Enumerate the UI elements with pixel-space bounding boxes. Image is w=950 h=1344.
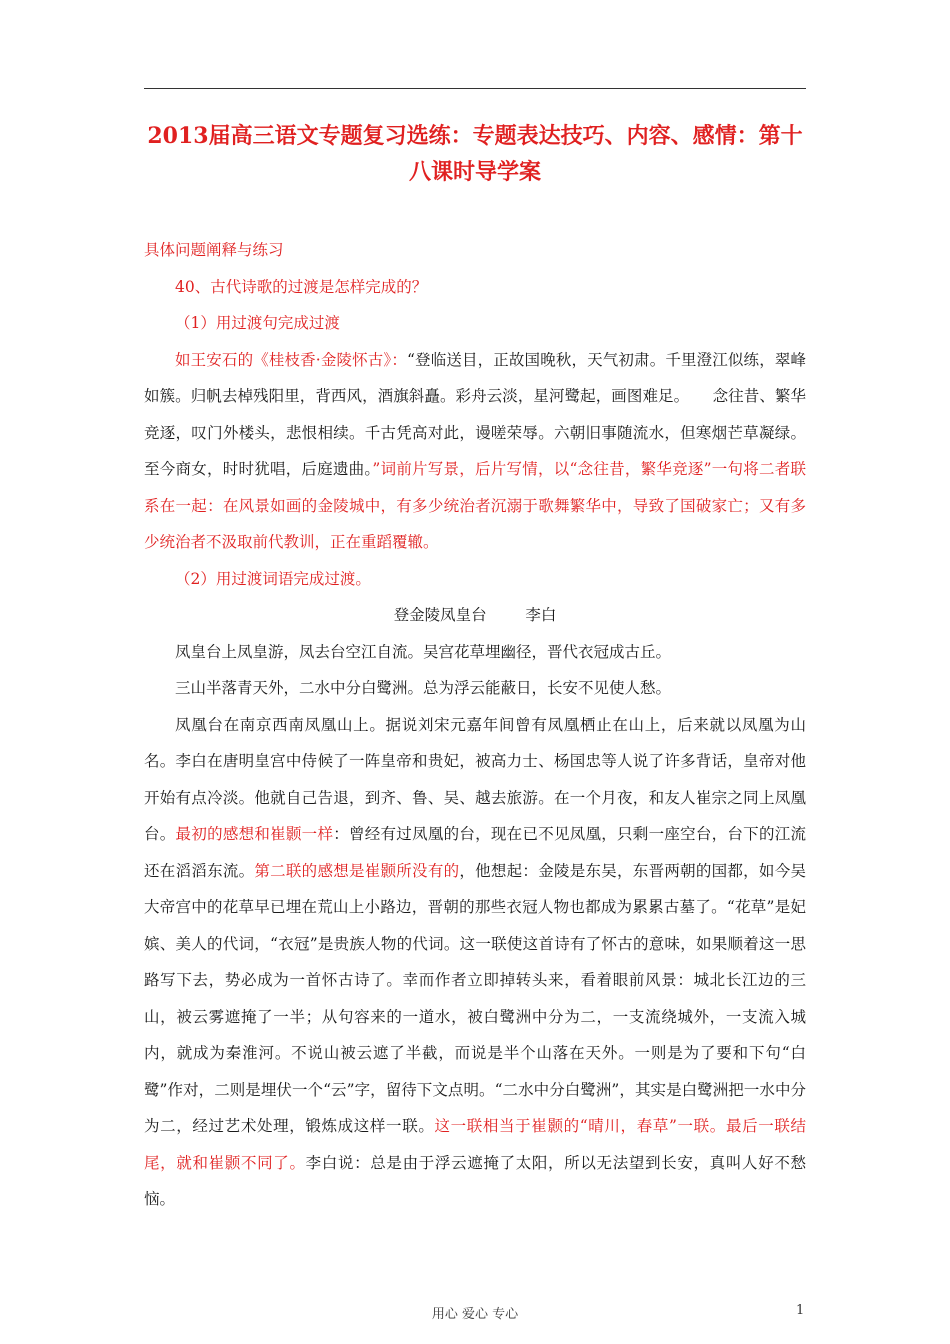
document-body [144,232,806,1218]
poem-title: 登金陵凤皇台 [393,606,487,624]
poem-line-2: 三山半落青天外，二水中分白鹭洲。总为浮云能蔽日，长安不见使人愁。 [175,679,672,697]
poem-author: 李白 [525,606,557,624]
document-title: 2013届高三语文专题复习选练：专题表达技巧、内容、感情：第十八课时导学案 [147,123,803,185]
example-quote: “登临送目，正故国晚秋，天气初肃。千里澄江似练，翠峰如簇。归帆去棹残阳里，背西风，酒旗斜矗。彩舟云淡，星河鹭起，画图难足。 念往昔、繁华竞逐，叹门外楼头，悲恨相续。千古凭高对此，谩嗟荣辱。六朝旧事随流水，但寒烟芒草凝绿。至今商女，时时犹唱，后庭遗曲。 [144,350,806,478]
commentary-part-2: ：曾经有过凤凰的台，现在已不见凤凰，只剩一座空台，台下的江流还在滔滔东流。 [144,825,806,880]
subsection-2-heading: （2）用过渡词语完成过渡。 [175,569,371,588]
example-paragraph [144,342,806,561]
page-number: 1 [796,1303,805,1318]
commentary-part-1: 凤凰台在南京西南凤凰山上。据说刘宋元嘉年间曾有凤凰栖止在山上，后来就以凤凰为山名。李白在唐明皇宫中侍候了一阵皇帝和贵妃，被高力士、杨国忠等人说了许多背话，皇帝对他开始有点冷淡。他就自己告退，到齐、鲁、吴、越去旅游。在一个月夜，和友人崔宗之同上凤凰台。 [144,715,806,843]
section-heading: 具体问题阐释与练习 [144,241,284,259]
commentary-highlight-1: 最初的感想和崔颢一样 [175,825,334,843]
poem-heading [144,597,806,634]
commentary-paragraph [144,707,806,1218]
commentary-part-4: 李白说：总是由于浮云遮掩了太阳，所以无法望到长安，真叫人好不愁恼。 [144,1153,806,1208]
header-rule [144,88,806,89]
commentary-part-3: ，他想起：金陵是东吴，东晋两朝的国都，如今吴大帝宫中的花草早已埋在荒山上小路边，晋朝的那些衣冠人物也都成为累累古墓了。“花草”是妃嫔、美人的代词，“衣冠”是贵族人物的代词。这一联使这首诗有了怀古的意味，如果顺着这一思路写下去，势必成为一首怀古诗了。幸而作者立即掉转头来，看着眼前风景：城北长江边的三山，被云雾遮掩了一半；从句容来的一道水，被白鹭洲中分为二，一支流绕城外，一支流入城内，就成为秦淮河。不说山被云遮了半截，而说是半个山落在天外。一则是为了要和下句“白鹭”作对，二则是埋伏一个“云”字，留待下文点明。“二水中分白鹭洲”，其实是白鹭洲把一水中分为二，经过艺术处理，锻炼成这样一联。 [144,861,806,1135]
commentary-highlight-2: 第二联的感想是崔颢所没有的 [254,861,460,880]
footer-slogan: 用心 爱心 专心 [431,1307,519,1322]
subsection-1-heading: （1）用过渡句完成过渡 [175,314,340,332]
example-analysis: ”词前片写景，后片写情，以“念往昔，繁华竞逐”一句将二者联系在一起：在风景如画的金陵城中，有多少统治者沉溺于歌舞繁华中，导致了国破家亡；又有多少统治者不汲取前代教训，正在重蹈覆辙。 [144,460,806,551]
poem-line-1: 凤皇台上凤皇游，凤去台空江自流。吴宫花草埋幽径，晋代衣冠成古丘。 [175,642,672,661]
example-intro: 如王安石的《桂枝香·金陵怀古》： [175,350,407,369]
commentary-highlight-3: 这一联相当于崔颢的“晴川，春草”一联。最后一联结尾，就和崔颢不同了。 [144,1117,806,1172]
question-40: 40、古代诗歌的过渡是怎样完成的？ [175,277,428,296]
